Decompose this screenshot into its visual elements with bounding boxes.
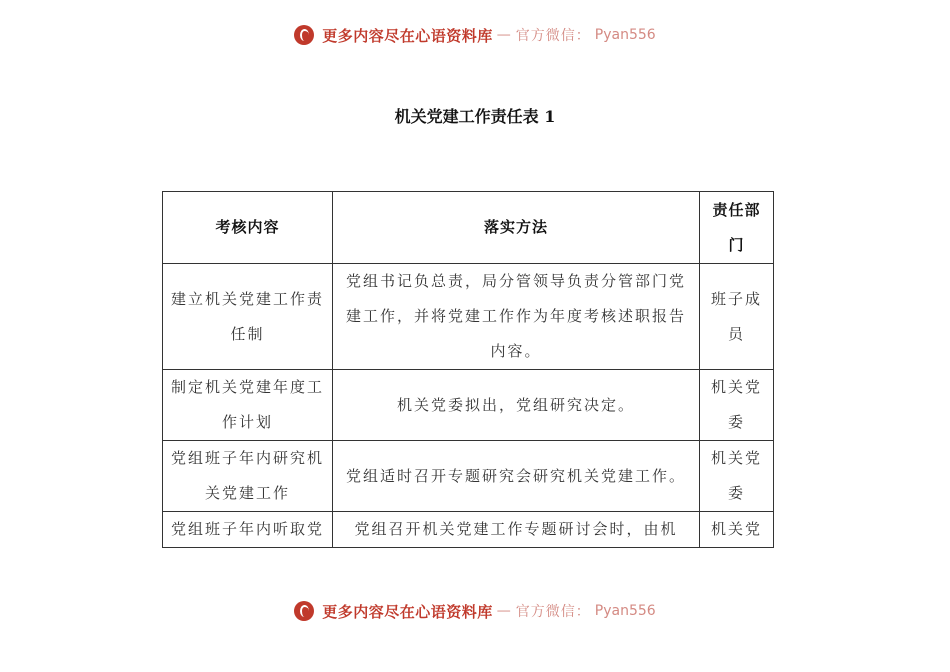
brand-logo-icon (294, 25, 314, 45)
cell-assessment: 制定机关党建年度工作计划 (163, 370, 333, 441)
document-title: 机关党建工作责任表 1 (394, 107, 556, 126)
header-cell-department: 责任部门 (700, 192, 774, 264)
cell-department: 机关党委 (700, 370, 774, 441)
footer-banner (0, 596, 950, 626)
banner-separator: — (496, 27, 512, 43)
responsibility-table (162, 191, 774, 548)
cell-department: 班子成员 (700, 264, 774, 370)
table-row (163, 441, 774, 512)
header-cell-assessment: 考核内容 (163, 192, 333, 264)
table-row (163, 264, 774, 370)
table-row (163, 512, 774, 548)
cell-assessment: 党组班子年内研究机关党建工作 (163, 441, 333, 512)
banner-sub-text: 官方微信： (515, 604, 591, 620)
cell-assessment: 建立机关党建工作责任制 (163, 264, 333, 370)
header-banner (0, 20, 950, 50)
banner-main-text: 更多内容尽在心语资料库 (322, 26, 493, 45)
cell-method: 党组书记负总责，局分管领导负责分管部门党建工作，并将党建工作作为年度考核述职报告内容。 (333, 264, 700, 370)
banner-wechat-id: Pyan556 (594, 27, 656, 43)
cell-method: 党组召开机关党建工作专题研讨会时，由机 (333, 512, 700, 548)
cell-department: 机关党 (700, 512, 774, 548)
table-row (163, 370, 774, 441)
cell-method: 机关党委拟出，党组研究决定。 (333, 370, 700, 441)
cell-assessment: 党组班子年内听取党 (163, 512, 333, 548)
header-cell-method: 落实方法 (333, 192, 700, 264)
banner-sub-text: 官方微信： (515, 28, 591, 44)
cell-department: 机关党委 (700, 441, 774, 512)
banner-wechat-id: Pyan556 (594, 603, 656, 619)
table-header-row (163, 192, 774, 264)
banner-main-text: 更多内容尽在心语资料库 (322, 602, 493, 621)
banner-separator: — (496, 603, 512, 619)
cell-method: 党组适时召开专题研究会研究机关党建工作。 (333, 441, 700, 512)
brand-logo-icon (294, 601, 314, 621)
